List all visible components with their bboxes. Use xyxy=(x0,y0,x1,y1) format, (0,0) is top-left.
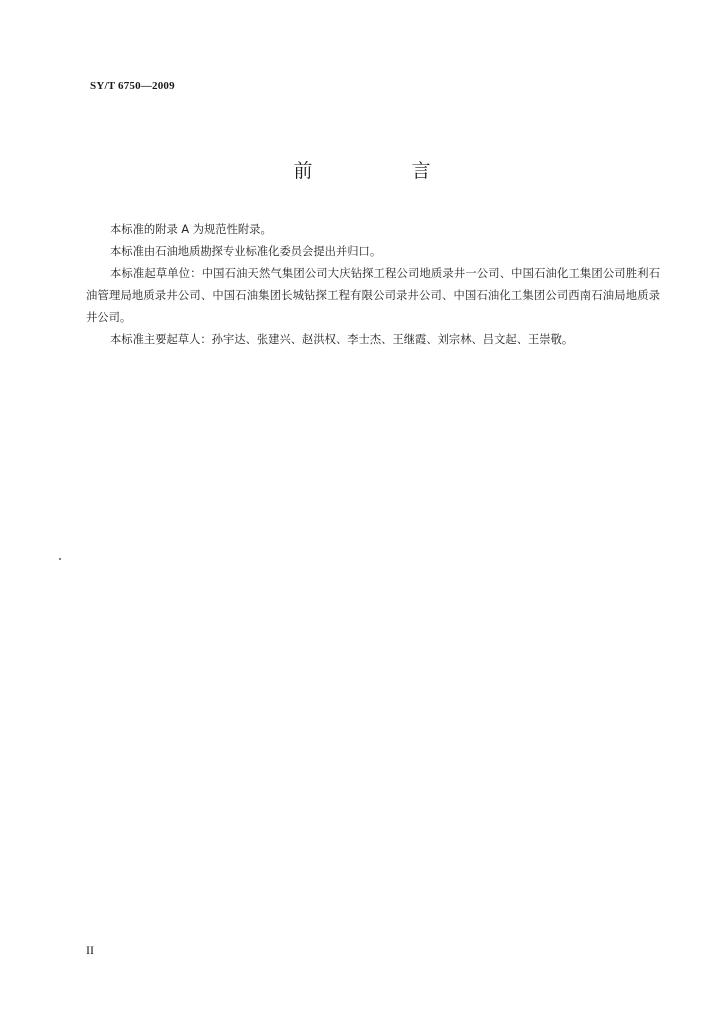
paragraph-appendix: 本标准的附录 A 为规范性附录。 xyxy=(110,223,272,236)
page-title: 前 言 xyxy=(293,160,471,182)
scan-speck xyxy=(59,558,61,560)
standard-code: SY/T 6750—2009 xyxy=(90,80,175,92)
paragraph-drafting-units: 本标准起草单位：中国石油天然气集团公司大庆钻探工程公司地质录井一公司、中国石油化工集团公司胜利石油管理局地质录井公司、中国石油集团长城钻探工程有限公司录井公司、中国石油化工集团公司西南石油局地质录井公司。 xyxy=(86,267,660,324)
paragraph-drafters: 本标准主要起草人：孙宇达、张建兴、赵洪权、李士杰、王继霞、刘宗林、吕文起、王崇敬。 xyxy=(110,333,574,346)
paragraph-proposer: 本标准由石油地质勘探专业标准化委员会提出并归口。 xyxy=(110,245,382,258)
page-number: II xyxy=(86,943,94,957)
foreword-body xyxy=(86,219,660,351)
